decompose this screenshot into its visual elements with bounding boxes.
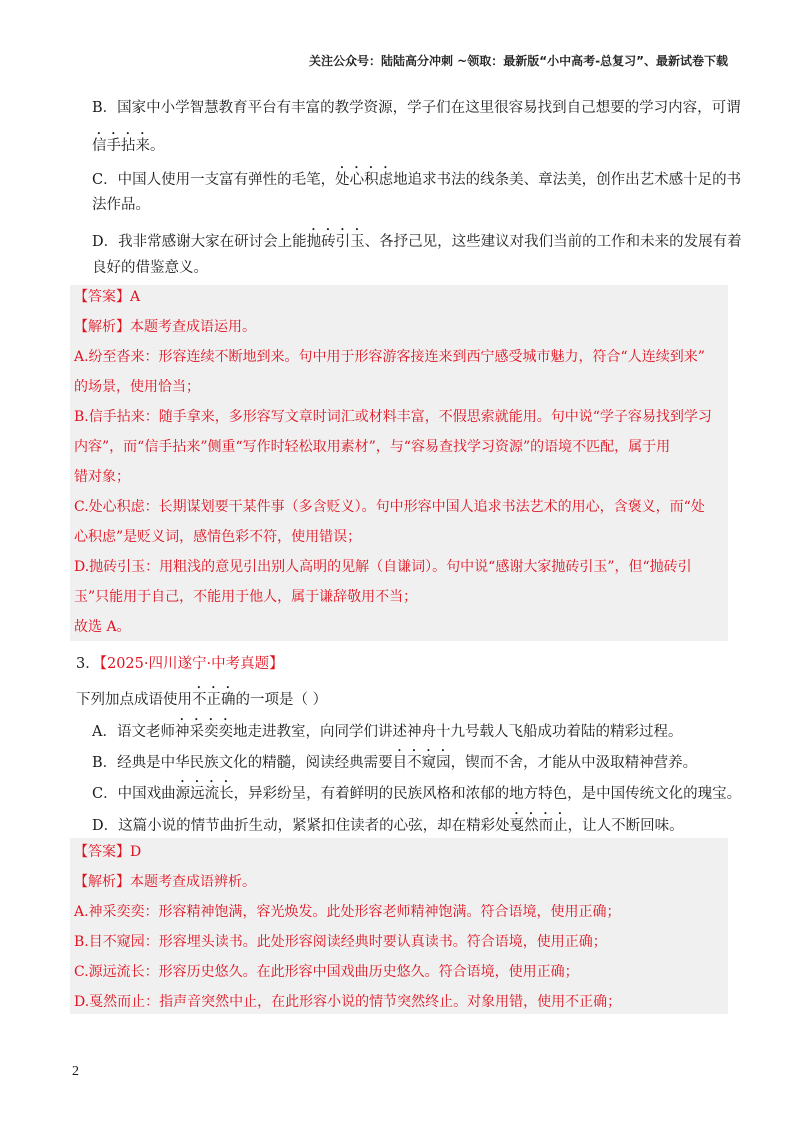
- q3-analysis-line: A.神采奕奕：形容精神饱满，容光焕发。此处形容老师精神饱满。符合语境，使用正确；: [74, 904, 621, 920]
- q2-option-c-line1: C．中国人使用一支富有弹性的毛笔，处心积虑地追求书法的线条美、章法美，创作出艺术感十足的书: [92, 172, 742, 188]
- q3-answer-block: [70, 838, 728, 1014]
- q2-analysis-line: C.处心积虑：长期谋划要干某件事（多含贬义）。句中形容中国人追求书法艺术的用心，含褒义，而“处: [74, 499, 705, 515]
- q2-option-b-idiom: 信手拈来: [92, 138, 150, 154]
- q3-answer: 【答案】D: [74, 844, 142, 860]
- q2-option-c-idiom: 处心积虑: [335, 172, 394, 188]
- q3-option-a: A．语文老师神采奕奕地走进教室，向同学们讲述神舟十九号载人飞船成功着陆的精彩过程。: [92, 724, 683, 740]
- q2-option-b-line2: 信手拈来。: [92, 138, 165, 154]
- q3-option-d: D．这篇小说的情节曲折生动，紧紧扣住读者的心弦，却在精彩处戛然而止，让人不断回味。: [92, 818, 684, 834]
- q3-analysis-line: D.戛然而止：指声音突然中止，在此形容小说的情节突然终止。对象用错，使用不正确；: [74, 994, 622, 1010]
- q3-option-b: B．经典是中华民族文化的精髓，阅读经典需要目不窥园，锲而不舍，才能从中汲取精神营养。: [92, 755, 698, 771]
- q3-option-d-idiom: 戛然而止: [509, 818, 568, 834]
- q3-stem-emphasis: 不正确: [192, 692, 236, 708]
- q2-analysis: 【解析】本题考查成语运用。: [74, 319, 256, 335]
- page-header: 关注公众号：陆陆高分冲刺 ~领取：最新版“小中高考-总复习”、最新试卷下载: [309, 54, 728, 68]
- q2-option-c-line2: 法作品。: [92, 197, 150, 213]
- q3-option-a-idiom: 神采奕奕: [174, 724, 233, 740]
- q2-answer-block: [70, 285, 728, 641]
- q2-analysis-line: 玉”只能用于自己，不能用于他人，属于谦辞敬用不当；: [74, 589, 418, 605]
- q3-option-c-idiom: 源远流长: [175, 786, 234, 802]
- q2-analysis-line: 故选 A。: [74, 619, 131, 635]
- page-number: 2: [72, 1064, 79, 1079]
- q3-analysis-line: B.目不窥园：形容埋头读书。此处形容阅读经典时要认真读书。符合语境，使用正确；: [74, 934, 607, 950]
- q3-option-c: C．中国戏曲源远流长，异彩纷呈，有着鲜明的民族风格和浓郁的地方特色，是中国传统文化的瑰宝。: [92, 786, 742, 802]
- q3-analysis-line: C.源远流长：形容历史悠久。在此形容中国戏曲历史悠久。符合语境，使用正确；: [74, 964, 579, 980]
- q2-analysis-line: D.抛砖引玉：用粗浅的意见引出别人高明的见解（自谦词）。句中说“感谢大家抛砖引玉”，但“抛砖引: [74, 559, 692, 575]
- q2-analysis-line: 的场景，使用恰当；: [74, 379, 200, 395]
- q2-analysis-line: 心积虑”是贬义词，感情色彩不符，使用错误；: [74, 529, 362, 545]
- q2-option-d-line1: D．我非常感谢大家在研讨会上能抛砖引玉、各抒己见，这些建议对我们当前的工作和未来的发展有着: [92, 234, 742, 250]
- q3-option-b-idiom: 目不窥园: [392, 755, 451, 771]
- q2-analysis-line: A.纷至沓来：形容连续不断地到来。句中用于形容游客接连来到西宁感受城市魅力，符合“人连续到来”: [74, 349, 705, 365]
- q2-option-d-idiom: 抛砖引玉: [306, 234, 365, 250]
- q2-option-b-line1: B．国家中小学智慧教育平台有丰富的教学资源，学子们在这里很容易找到自己想要的学习内容，可谓: [92, 100, 741, 116]
- q2-analysis-line: 错对象；: [74, 469, 130, 485]
- q2-analysis-line: B.信手拈来：随手拿来，多形容写文章时词汇或材料丰富，不假思索就能用。句中说“学子容易找到学习: [74, 409, 712, 425]
- q3-heading: 3．【2025·四川遂宁·中考真题】: [76, 656, 284, 672]
- q2-option-d-line2: 良好的借鉴意义。: [92, 260, 208, 276]
- q3-source: 【2025·四川遂宁·中考真题】: [99, 656, 284, 672]
- q2-analysis-line: 内容”，而“信手拈来”侧重“写作时轻松取用素材”，与“容易查找学习资源”的语境不匹配，属于用: [74, 439, 671, 455]
- q3-analysis: 【解析】本题考查成语辨析。: [74, 874, 256, 890]
- q2-answer: 【答案】A: [74, 289, 141, 305]
- q3-stem: 下列加点成语使用不正确的一项是（ ）: [76, 692, 328, 708]
